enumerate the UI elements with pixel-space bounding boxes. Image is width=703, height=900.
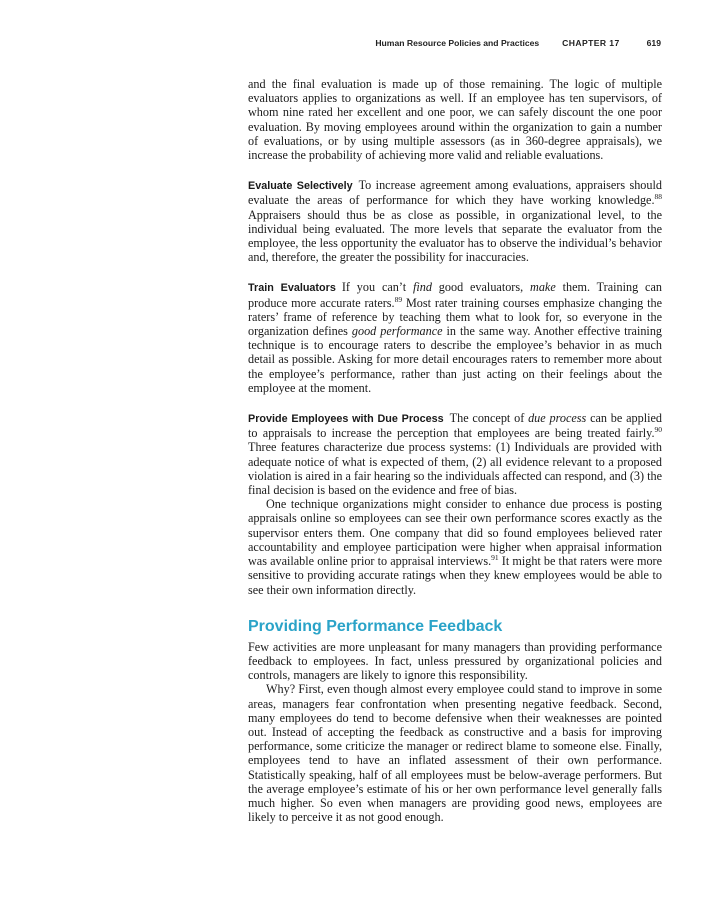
emphasis: due process [528,411,587,426]
text-span: Three features characterize due process systems: (1) Individuals are provided with adequate notice of what is expected of them, (2) all evidence relevant to a proposed violation is aired in a fair hearing so the individuals affected can respond, and (3) the final decision is based on the evidence and free of bias. [248,440,663,498]
paragraph-due-process-online [248,497,662,596]
footnote-ref: 88 [654,192,662,202]
text-span: them. Training can produce more accurate raters. [248,280,662,310]
paragraph-train-evaluators [248,280,662,395]
text-span: Appraisers should thus be as close as possible, in organizational level, to the individual being evaluated. The more levels that separate the evaluator from the employee, the less opportunity the evaluator has to observe the individual’s behavior and, therefore, the greater the possibility for inaccuracies. [248,207,662,265]
running-head [375,38,661,48]
body-column [248,77,662,824]
run-in-heading-evaluate-selectively: Evaluate Selectively [248,180,353,193]
chapter-label: CHAPTER 17 [562,38,620,48]
footnote-ref: 89 [394,294,403,304]
run-in-heading-due-process: Provide Employees with Due Process [248,413,444,426]
paragraph-evaluate-selectively [248,178,662,264]
text-span: One technique organizations might consider to enhance due process is posting appraisals online so employees can see their own performance scores exactly as the supervisor enters them. One company that did so found employees believed rater accountability and employee participation were higher when appraisal information was available online prior to appraisal interviews. [248,497,662,569]
page-number: 619 [646,38,661,48]
paragraph-continuation: and the final evaluation is made up of those remaining. The logic of multiple evaluators applies to organizations as well. If an employee has ten supervisors, of whom nine rated her excellent and one poor, we can safely discount the one poor evaluation. By moving employees around within the organization to gain a number of evaluations, or by using multiple assessors (as in 360-degree appraisals), we increase the probability of achieving more valid and reliable evaluations. [248,77,662,163]
paragraph-feedback-why: Why? First, even though almost every employee could stand to improve in some areas, managers fear confrontation when presenting negative feedback. Second, many employees do tend to become defensive when their weaknesses are pointed out. Instead of accepting the feedback as constructive and a basis for improving performance, some criticize the manager or redirect blame to someone else. Finally, employees tend to have an inflated assessment of their own performance. Statistically speaking, half of all employees must be below-average performers. But the average employee’s estimate of his or her own performance level generally falls much higher. So even when managers are providing good news, employees are likely to perceive it as not good enough. [248,682,662,825]
emphasis: good performance [351,324,443,339]
footnote-ref: 91 [491,553,499,563]
emphasis: make [530,280,556,295]
footnote-ref: 90 [654,425,662,435]
paragraph-feedback-intro: Few activities are more unpleasant for many managers than providing performance feedback to employees. In fact, unless pressured by organizational policies and controls, managers are likely to ignore this responsibility. [248,639,662,683]
paragraph-due-process [248,411,662,497]
text-span: To increase agreement among evaluations, appraisers should evaluate the areas of performance for which they have working knowledge. [248,178,662,208]
text-span: The concept of [449,411,529,426]
run-in-heading-train-evaluators: Train Evaluators [248,282,336,295]
text-span: Most rater training courses emphasize changing the raters’ frame of reference by teaching them what to look for, so everyone in the organization defines [248,295,662,339]
text-span: in the same way. Another effective training technique is to encourage raters to describe the employee’s behavior in as much detail as possible. Asking for more detail encourages raters to remember more about the employee’s performance, rather than just acting on their feelings about the employee at the moment. [248,324,663,395]
emphasis: find [412,280,432,295]
running-head-title: Human Resource Policies and Practices [375,38,540,48]
section-title-feedback: Providing Performance Feedback [248,617,503,635]
text-span: If you can’t [341,280,413,295]
text-span: It might be that raters were more sensitive to providing accurate ratings when they knew employees would be able to see their own information directly. [248,554,663,597]
text-span: can be applied to appraisals to increase the perception that employees are being treated fairly. [248,411,662,441]
text-span: good evaluators, [431,280,531,295]
